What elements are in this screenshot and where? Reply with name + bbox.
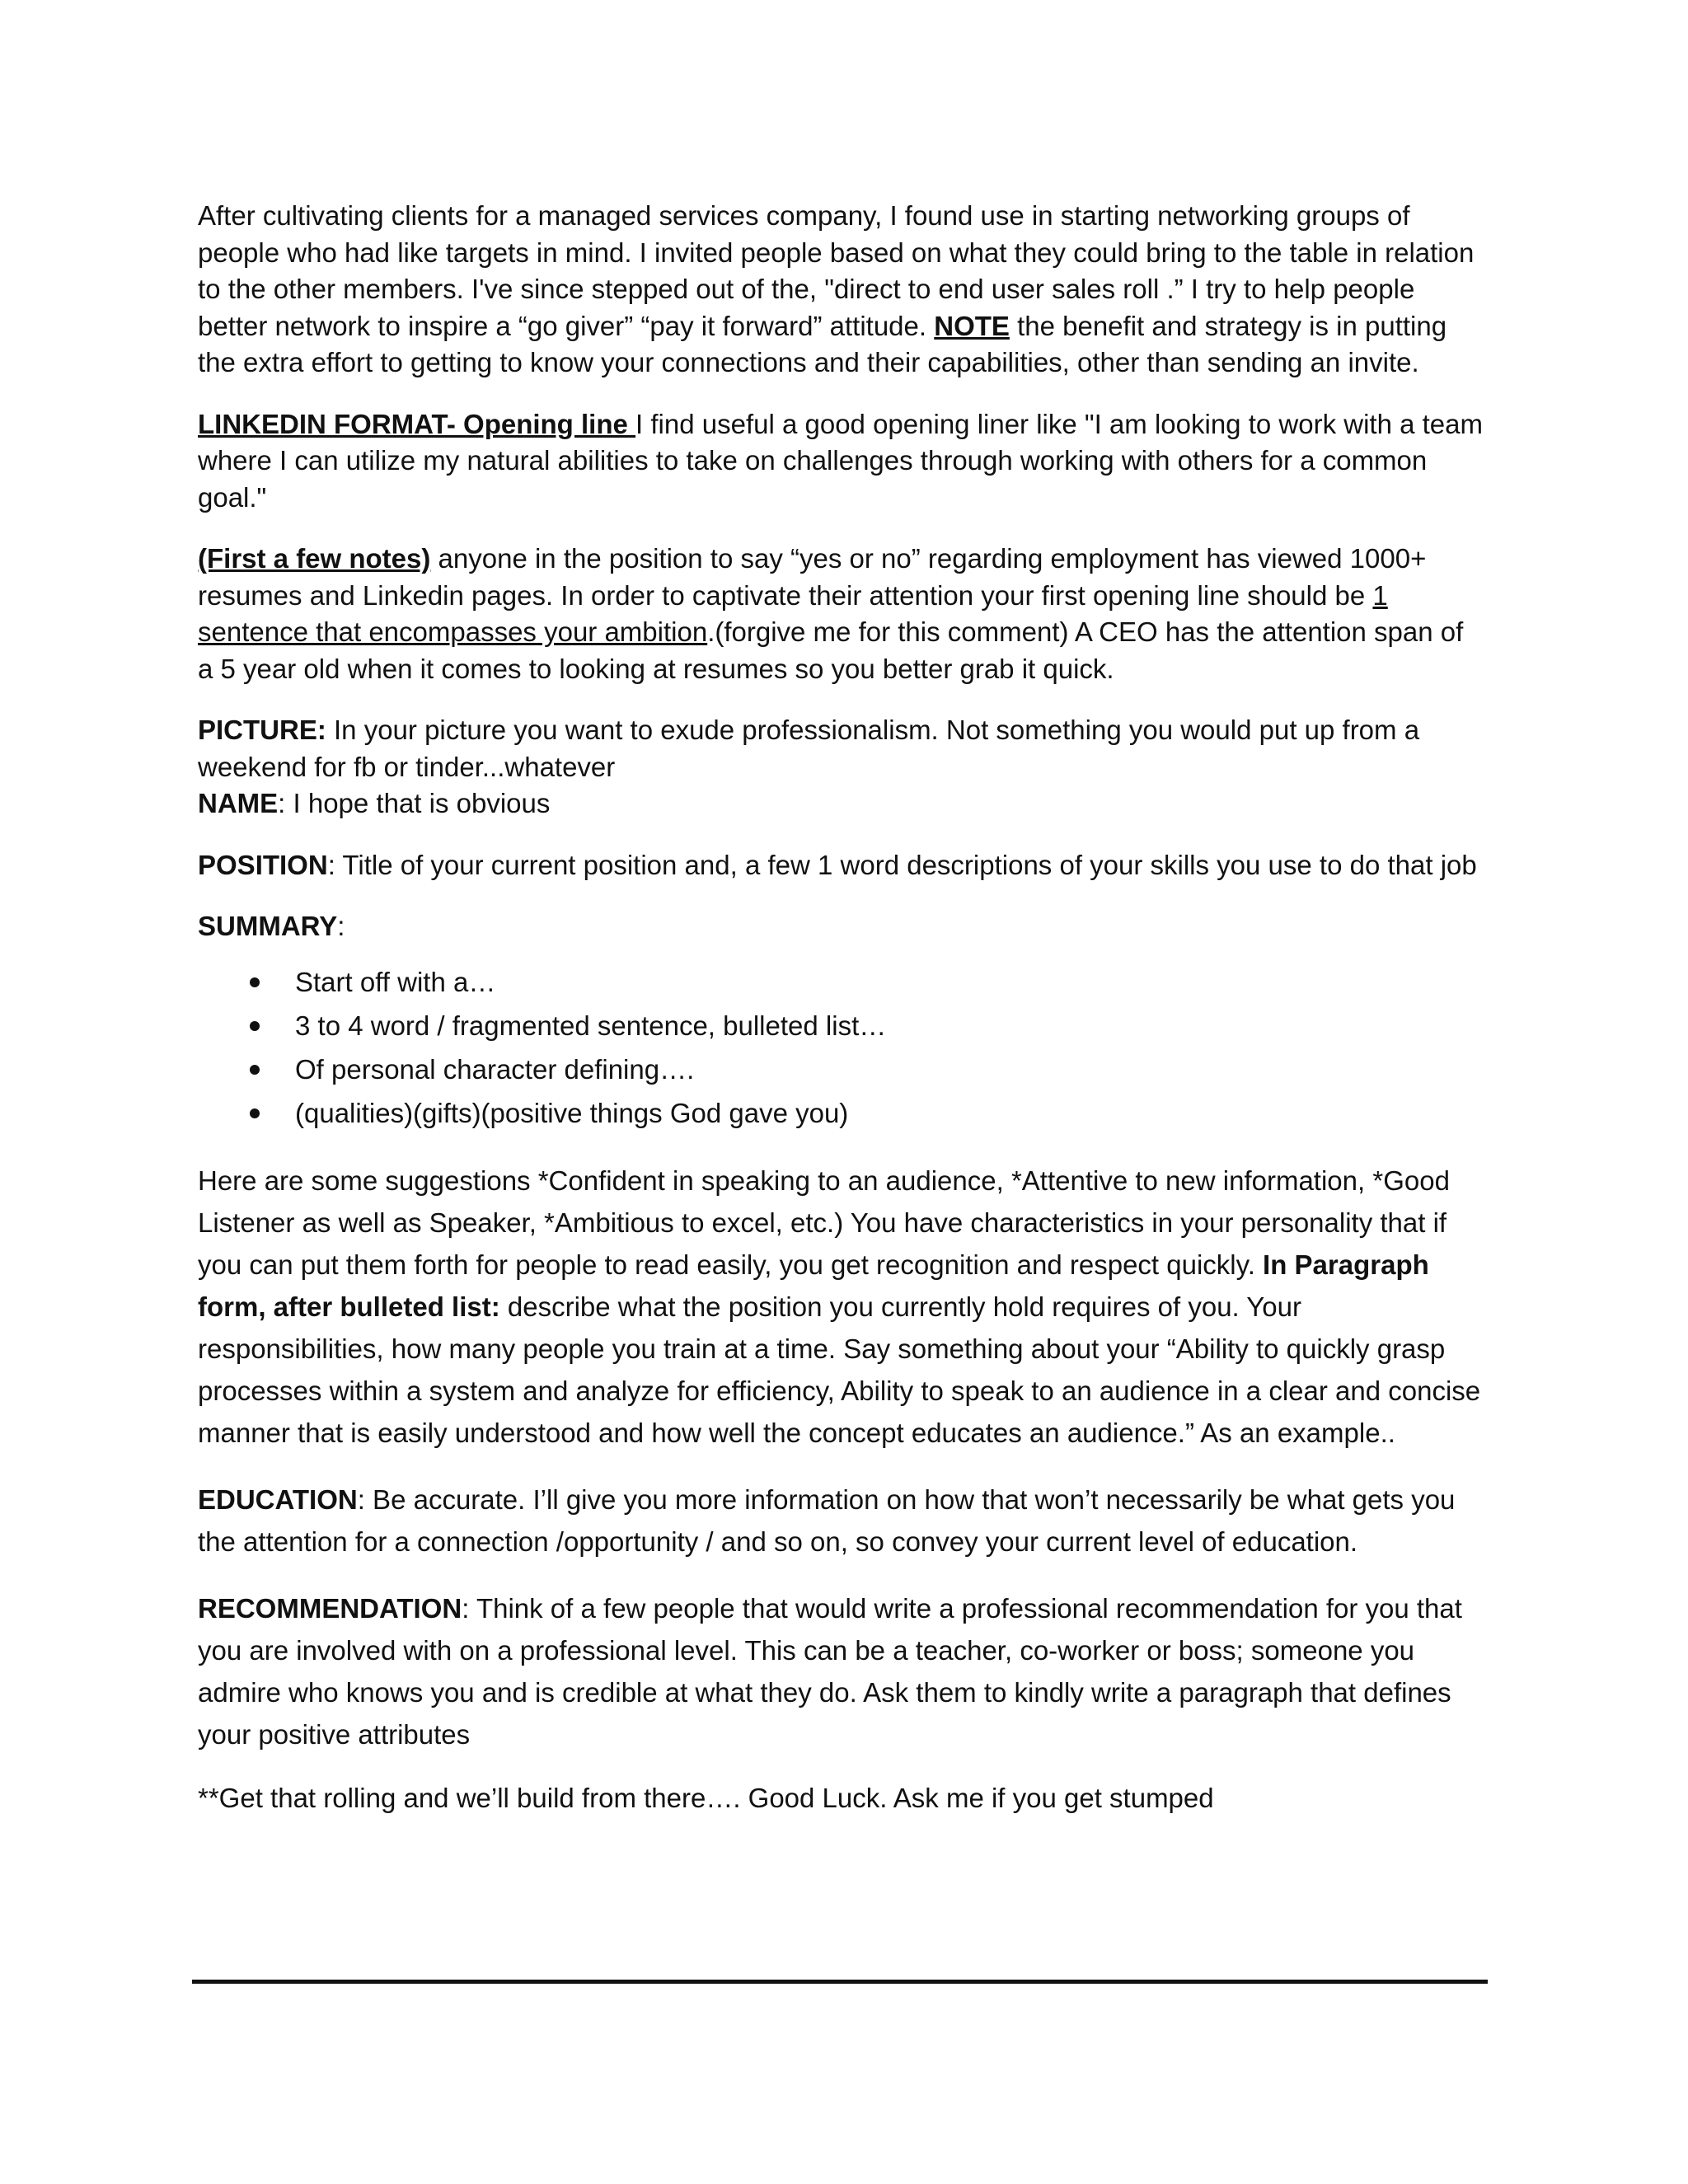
suggestions-text-end: describe what the position you currently hold requires of you. Your responsibilities, how many people you train at a time. Say something about your “Ability to quickly grasp processes within a system and analyze for efficiency, Ability to speak to an audience in a clear and concise manner that is easily understood and how well the concept educates an audience.” As an example.. (198, 1291, 1481, 1448)
name-label: NAME (198, 788, 279, 818)
summary-heading (198, 908, 1484, 945)
intro-text: After cultivating clients for a managed services company, I found use in starting networking groups of people who had like targets in mind. I invited people based on what they could bring to the table in relation to the other members. I've since stepped out of the, "direct to end user sales roll .” I try to help people better network to inspire a “go giver” “pay it forward” attitude. (198, 200, 1475, 341)
list-item: (qualities)(gifts)(positive things God gave you) (295, 1091, 1484, 1135)
linkedin-format-paragraph (198, 406, 1484, 517)
linkedin-format-text: I find useful a good opening liner like "I am looking to work with a team where I can utilize my natural abilities to take on challenges through working with others for a common goal." (198, 408, 1483, 513)
education-text: : Be accurate. I’ll give you more information on how that won’t necessarily be what gets you the attention for a connection /opportunity / and so on, so convey your current level of education. (198, 1483, 1456, 1557)
suggestions-bold: In Paragraph form, after bulleted list: (198, 1249, 1429, 1322)
picture-text: In your picture you want to exude professionalism. Not something you would put up from a weekend for fb or tinder...whatever (198, 715, 1420, 782)
position-paragraph (198, 847, 1484, 884)
list-item: Start off with a… (295, 960, 1484, 1004)
picture-paragraph (198, 712, 1484, 785)
education-label: EDUCATION (198, 1483, 358, 1515)
list-item: Of personal character defining…. (295, 1047, 1484, 1091)
picture-label: PICTURE: (198, 715, 326, 745)
document-page (198, 198, 1484, 1823)
summary-bullet-list (198, 960, 1484, 1135)
recommendation-label: RECOMMENDATION (198, 1592, 462, 1624)
bottom-divider (192, 1980, 1488, 1984)
closing-line: **Get that rolling and we’ll build from there…. Good Luck. Ask me if you get stumped (198, 1782, 1214, 1813)
name-paragraph (198, 785, 1484, 823)
position-text: : Title of your current position and, a few 1 word descriptions of your skills you use to do that job (327, 849, 1477, 880)
first-notes-text-end: .(forgive me for this comment) A CEO has the attention span of a 5 year old when it comes to looking at resumes so you better grab it quick. (198, 616, 1464, 684)
first-notes-text: anyone in the position to say “yes or no” regarding employment has viewed 1000+ resumes and Linkedin pages. In order to captivate their attention your first opening line should be (198, 543, 1427, 611)
suggestions-paragraph (198, 1160, 1484, 1454)
position-label: POSITION (198, 849, 328, 880)
first-notes-label: (First a few notes) (198, 543, 431, 574)
summary-label: SUMMARY (198, 911, 338, 941)
name-text: : I hope that is obvious (278, 788, 551, 818)
summary-suffix: : (337, 911, 345, 941)
first-notes-paragraph (198, 541, 1484, 687)
recommendation-text: : Think of a few people that would write a professional recommendation for you that you are involved with on a professional level. This can be a teacher, co-worker or boss; someone you admire who knows you and is credible at what they do. Ask them to kindly write a paragraph that defines your positive attributes (198, 1592, 1462, 1750)
education-paragraph (198, 1479, 1484, 1563)
linkedin-format-label: LINKEDIN FORMAT- Opening line (198, 408, 636, 439)
first-notes-underlined: 1 sentence that encompasses your ambition (198, 579, 1388, 647)
list-item: 3 to 4 word / fragmented sentence, bulleted list… (295, 1004, 1484, 1047)
note-label: NOTE (934, 310, 1010, 341)
suggestions-text: Here are some suggestions *Confident in speaking to an audience, *Attentive to new information, *Good Listener as well as Speaker, *Ambitious to excel, etc.) You have characteristics in your personality that if you can put them forth for people to read easily, you get recognition and respect quickly. (198, 1165, 1450, 1280)
recommendation-paragraph (198, 1587, 1484, 1755)
note-text: the benefit and strategy is in putting the extra effort to getting to know your connections and their capabilities, other than sending an invite. (198, 310, 1447, 377)
intro-paragraph (198, 198, 1484, 382)
